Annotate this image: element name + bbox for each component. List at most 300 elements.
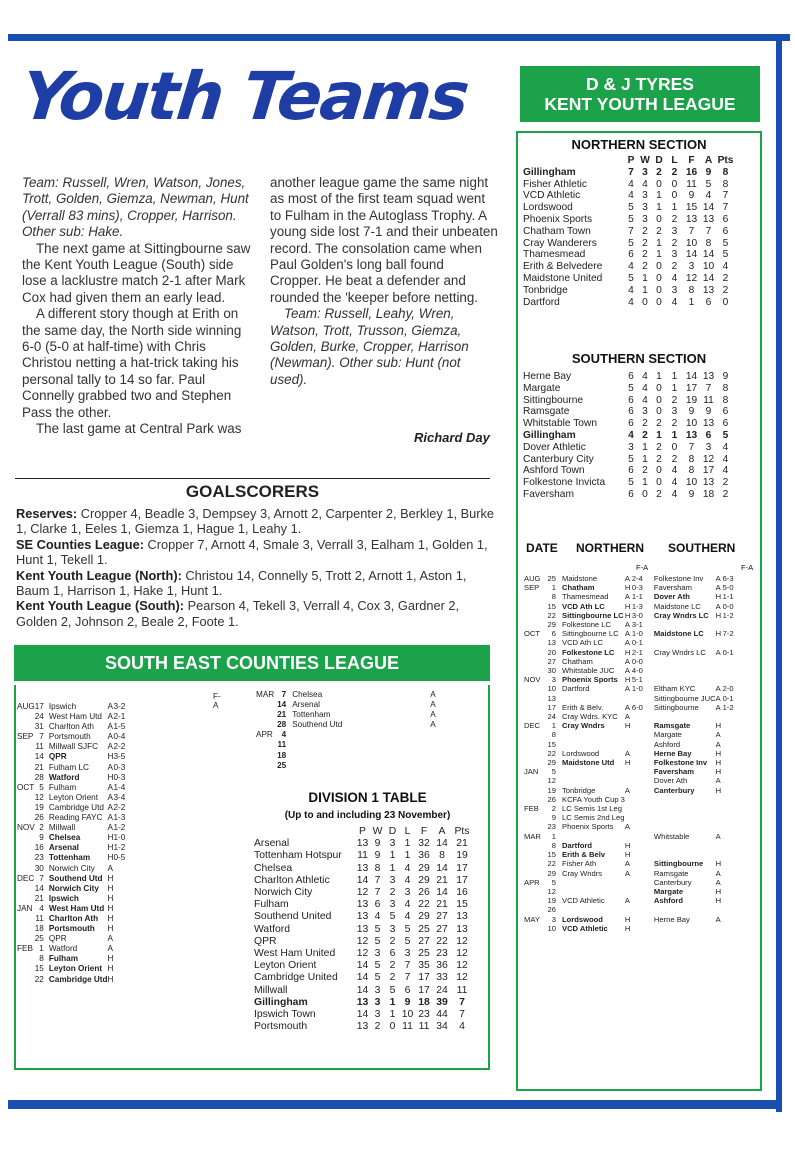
league-stat: 5 (628, 453, 634, 465)
division-stat: 19 (456, 850, 468, 862)
division-stat: 15 (456, 899, 468, 911)
fixture-venue: A (430, 700, 436, 710)
league-row (523, 179, 734, 191)
league-stat: 0 (656, 178, 662, 190)
fixture-venue: A (107, 782, 114, 792)
league-stat: 9 (705, 406, 712, 418)
fixture-northern-opponent (562, 887, 625, 896)
fixture-northern-score (632, 786, 654, 795)
fixture-month: MAY (524, 914, 540, 924)
division-stat: 3 (389, 899, 396, 911)
fixture-score (113, 884, 125, 894)
league-stat: 18 (702, 488, 715, 500)
sec-fixture-row (17, 742, 125, 752)
league-stat: 9 (688, 406, 695, 418)
league-stat: 0 (656, 261, 662, 273)
division-stat: 9 (374, 850, 381, 862)
fixture-northern-venue: H (624, 840, 631, 850)
fixture-northern-opponent: Maidstone (562, 574, 598, 583)
league-stat: 4 (722, 441, 729, 453)
fixture-score: 1-4 (113, 782, 126, 792)
division-team: Ipswich Town (254, 1009, 316, 1021)
fixture-venue: A (107, 712, 114, 722)
fixture-month: AUG (524, 574, 541, 583)
fixture-score (113, 964, 125, 974)
league-row (523, 395, 734, 407)
division-team: Portsmouth (254, 1021, 308, 1033)
fixture-opponent: Fulham (48, 782, 77, 792)
division-row (254, 863, 473, 875)
division-stat: 27 (436, 923, 448, 935)
fixture-month: FEB (17, 944, 33, 954)
fixture-month (17, 884, 35, 894)
fixture-southern-venue (716, 675, 723, 684)
fixture-northern-opponent: VCD Athletic (562, 896, 605, 906)
league-stat: 4 (628, 190, 634, 202)
fixture-day: 23 (547, 822, 556, 832)
fixture-opponent: Cambridge Utd (48, 802, 104, 812)
division-stat: 12 (456, 972, 468, 984)
fixture-month (17, 773, 35, 783)
kyl-fixture-row (524, 758, 741, 767)
league-stat: 9 (705, 166, 712, 178)
fixture-month (524, 657, 544, 666)
league-stat: 2 (656, 166, 662, 178)
division-stat: 4 (404, 899, 411, 911)
division-stat: 34 (436, 1021, 448, 1033)
league-stat: 7 (688, 225, 695, 237)
sec-fixture-row (256, 690, 445, 700)
division-stat: 7 (404, 960, 411, 972)
fixture-venue: A (430, 720, 436, 730)
division-stat: 11 (402, 1021, 413, 1033)
league-stat: 13 (702, 477, 715, 489)
fixture-southern-score (723, 620, 741, 629)
league-stat: 14 (685, 249, 698, 261)
fixture-northern-opponent: VCD Ath LC (562, 638, 603, 648)
fixture-score: 0-3 (113, 762, 126, 772)
division-stat: 3 (389, 923, 396, 935)
league-stat: 13 (702, 284, 715, 296)
fixture-southern-opponent (654, 804, 716, 813)
fixture-southern-opponent: Canterbury (653, 785, 695, 795)
page-title: Youth Teams (17, 58, 472, 135)
sec-fixture-row (17, 904, 125, 914)
division-team: Tottenham Hotspur (254, 850, 342, 862)
fixture-day: 24 (547, 712, 556, 722)
league-team: Dover Athletic (523, 441, 586, 453)
division-stat: 1 (404, 838, 411, 850)
division-team: Norwich City (254, 887, 313, 899)
fixture-day: 6 (551, 629, 556, 639)
fixture-northern-score (632, 850, 654, 859)
division-stat: 13 (356, 1021, 369, 1033)
division-stat: 6 (374, 899, 381, 911)
league-stat: 1 (656, 371, 662, 382)
fixture-month (17, 752, 35, 762)
league-stat: 19 (685, 394, 698, 406)
fixture-northern-venue (625, 795, 632, 804)
fixture-southern-venue: A (715, 776, 721, 786)
goalscorers-line (16, 537, 494, 568)
fixture-northern-venue: H (624, 601, 631, 611)
fixture-month: MAR (524, 831, 541, 841)
league-team: Cray Wanderers (523, 237, 597, 249)
league-row (523, 190, 734, 202)
fixture-day: 5 (551, 767, 556, 777)
league-stat: 6 (705, 296, 712, 308)
sec-fixtures-right (256, 690, 445, 771)
league-stat: 2 (656, 453, 662, 465)
kyl-fixture-row (524, 786, 741, 795)
sec-fixture-row (17, 702, 125, 712)
fixture-southern-venue: A (715, 684, 721, 694)
league-team: Ramsgate (523, 406, 570, 418)
league-stat: 9 (688, 488, 695, 500)
kyl-fixture-row (524, 684, 741, 693)
fixture-northern-opponent (562, 878, 625, 887)
league-stat: 5 (628, 272, 634, 284)
fixture-southern-venue (716, 666, 723, 675)
league-stat: 7 (705, 382, 712, 394)
fixture-score: 2-2 (113, 802, 126, 812)
fixture-day: 12 (547, 886, 556, 896)
division-stat: 11 (456, 984, 468, 996)
fixture-southern-venue: H (715, 896, 722, 906)
fixture-northern-opponent: Folkestone LC (562, 647, 615, 657)
fixture-northern-score (632, 740, 654, 749)
league-stat: 2 (722, 488, 729, 500)
fixture-northern-score (632, 832, 654, 841)
fixture-month (256, 751, 274, 761)
fixture-day: 1 (551, 721, 556, 731)
fixture-southern-venue: H (715, 610, 722, 620)
division-team: Gillingham (254, 996, 308, 1008)
division-subtitle: (Up to and including 23 November) (284, 810, 451, 821)
league-stat: 8 (688, 465, 695, 477)
fixture-southern-opponent (654, 795, 716, 804)
fixture-score: 1-2 (113, 823, 126, 833)
sec-fixture-row (17, 874, 125, 884)
fixture-opponent: Leyton Orient (48, 964, 103, 974)
fixture-venue: A (107, 762, 114, 772)
fixture-northern-opponent: VCD Athletic (562, 923, 608, 933)
fixture-day: 17 (34, 702, 44, 711)
southern-table (523, 371, 734, 501)
league-header-cell: A (704, 155, 713, 166)
sec-fixture-row (17, 944, 125, 954)
league-row (523, 454, 734, 466)
fixture-southern-score (723, 915, 741, 924)
fixture-northern-venue: A (624, 896, 630, 906)
fixture-day: 16 (34, 843, 44, 853)
fixture-month (524, 924, 544, 933)
fixture-northern-venue: A (624, 666, 630, 676)
sec-fixture-row (17, 722, 125, 732)
fixture-southern-score (723, 887, 741, 896)
goalscorers-list (16, 506, 494, 629)
fixture-day: 8 (551, 730, 556, 740)
sec-fixture-row (256, 761, 445, 771)
league-stat: 4 (722, 453, 729, 465)
league-stat: 4 (722, 465, 729, 477)
division-row (254, 924, 473, 936)
kyl-fixture-row (524, 813, 741, 822)
fixture-month: APR (524, 877, 540, 887)
fixture-score: 3-5 (113, 752, 126, 762)
fixture-venue: A (107, 722, 114, 732)
league-row (523, 465, 734, 477)
league-stat: 7 (705, 225, 712, 237)
kyl-fixture-row (524, 740, 741, 749)
division-stat: 17 (456, 874, 468, 886)
fixture-southern-venue: A (715, 693, 721, 703)
kyl-fixture-row (524, 675, 741, 684)
league-stat: 0 (642, 296, 648, 308)
division-team: West Ham United (254, 948, 336, 960)
fixture-day: 27 (547, 656, 556, 666)
fixture-day: 26 (547, 794, 556, 804)
kyl-fixture-row (524, 850, 741, 859)
fixture-month (17, 924, 35, 934)
fixture-northern-opponent: Lordswood (562, 748, 600, 758)
article-column-2 (270, 175, 498, 388)
league-stat: 5 (628, 202, 634, 214)
league-stat: 4 (671, 465, 678, 477)
league-row (523, 167, 734, 179)
league-stat: 8 (688, 453, 695, 465)
fixture-day: 8 (551, 592, 556, 602)
league-stat: 8 (688, 284, 695, 296)
league-stat: 4 (642, 178, 648, 190)
division-stat: 17 (418, 984, 430, 996)
fixture-southern-score: 1-1 (722, 592, 734, 602)
fixture-month (524, 795, 544, 804)
division-stat: 13 (356, 923, 369, 935)
fixtures-fa-south: F-A (741, 563, 754, 572)
division-row (254, 997, 473, 1009)
division-row (254, 960, 473, 972)
fixture-month (17, 894, 35, 904)
kyl-fixture-row (524, 730, 741, 739)
fixture-northern-venue (625, 813, 632, 822)
fixture-northern-opponent: Fisher Ath (562, 859, 597, 869)
league-stat: 11 (703, 394, 714, 406)
league-stat: 5 (628, 213, 634, 225)
northern-section-title: NORTHERN SECTION (571, 137, 707, 152)
fixture-northern-opponent: Maidstone Utd (562, 758, 615, 768)
fixture-opponent: Arsenal (48, 843, 79, 853)
fixture-opponent: Arsenal (292, 700, 320, 710)
league-stat: 6 (628, 371, 634, 382)
fixture-northern-opponent: Cray Wdrs. KYC (562, 712, 618, 722)
league-stat: 12 (702, 453, 715, 465)
division-stat: 22 (436, 935, 448, 947)
fixture-northern-score (632, 887, 654, 896)
league-stat: 6 (628, 488, 634, 500)
division-row (254, 911, 473, 923)
division-stat: 33 (436, 972, 448, 984)
division-stat: 36 (436, 960, 448, 972)
fixture-month (524, 694, 544, 703)
division-stat: 21 (436, 874, 448, 886)
league-header-team (523, 155, 624, 167)
fixture-opponent: Watford (48, 944, 78, 954)
sec-fixture-row (17, 712, 125, 722)
league-stat: 12 (685, 272, 698, 284)
sec-fixture-row (17, 853, 125, 863)
fixture-northern-score: 1-1 (631, 592, 643, 602)
fixture-northern-venue (625, 730, 632, 739)
fixture-northern-opponent: Phoenix Sports (562, 822, 614, 832)
league-stat: 3 (671, 225, 678, 237)
league-team: Phoenix Sports (523, 213, 593, 225)
fixture-score (113, 975, 125, 985)
fixture-day: 15 (34, 964, 44, 974)
goalscorers-label: SE Counties League: (16, 536, 144, 552)
kyl-fixture-row (524, 574, 741, 583)
fixture-southern-score (723, 896, 741, 905)
fixture-northern-score (632, 878, 654, 887)
division-stat: 10 (401, 1009, 414, 1021)
division-stat: 14 (436, 838, 448, 850)
fixture-day: 2 (39, 823, 44, 833)
league-team: Gillingham (523, 166, 576, 178)
fixture-southern-opponent: Dover Ath (653, 592, 690, 602)
division-stat: 13 (356, 862, 369, 874)
fixture-southern-opponent: Ashford (653, 896, 684, 906)
division-stat: 18 (418, 996, 430, 1008)
division-stat: 3 (404, 948, 411, 960)
league-stat: 8 (722, 178, 729, 190)
fixture-day: 7 (39, 873, 44, 883)
fixture-month: OCT (17, 782, 35, 792)
league-team: Whitstable Town (523, 418, 597, 430)
fixture-southern-score (723, 813, 741, 822)
league-stat: 4 (628, 284, 634, 296)
fixture-score: 3-4 (113, 792, 126, 802)
sec-fixture-row (256, 700, 445, 710)
northern-table (523, 155, 734, 308)
fixture-northern-score: 0-3 (631, 583, 643, 593)
fixture-day: 8 (551, 840, 556, 850)
league-stat: 4 (671, 272, 678, 284)
fixture-month (524, 887, 544, 896)
fixture-day: 11 (277, 740, 287, 750)
league-stat: 3 (642, 190, 648, 202)
goalscorers-title: GOALSCORERS (185, 482, 320, 501)
league-stat: 1 (642, 453, 648, 465)
fixture-northern-opponent: LC Semis 1st Leg (562, 804, 622, 814)
fixture-northern-score (632, 859, 654, 868)
fixture-venue: A (107, 934, 114, 944)
sec-fixture-row (256, 720, 445, 730)
league-stat: 1 (671, 429, 678, 441)
fixture-southern-opponent: Margate (653, 730, 682, 740)
fixture-northern-venue (625, 767, 632, 776)
division-stat: 29 (418, 862, 430, 874)
fixture-southern-score: 1-2 (722, 702, 734, 712)
fixture-southern-opponent (654, 924, 716, 933)
division-stat: 21 (456, 838, 468, 850)
fixture-score (113, 914, 125, 924)
fixture-northern-score: 3-0 (631, 610, 643, 620)
league-header-row (523, 155, 734, 167)
kyl-banner-line1: D & J TYRES (586, 74, 694, 94)
fixture-southern-opponent: Sittingbourne (653, 702, 699, 712)
fixture-southern-venue (716, 924, 723, 933)
division-stat: 7 (459, 996, 465, 1008)
fixture-southern-venue: A (715, 914, 721, 924)
fixture-southern-score (723, 924, 741, 933)
fixture-southern-opponent: Faversham (653, 767, 695, 777)
division-row (254, 899, 473, 911)
kyl-fixture-row (524, 611, 741, 620)
fixture-northern-venue: A (624, 868, 630, 878)
division-stat: 7 (459, 1009, 465, 1021)
division-team: Watford (254, 923, 290, 935)
kyl-fixture-row (524, 638, 741, 647)
fixture-opponent: Cambridge Utd (48, 974, 108, 984)
fixture-day: 26 (547, 905, 556, 915)
fixture-day: 12 (34, 792, 44, 802)
league-stat: 1 (671, 382, 678, 394)
fixture-southern-score (723, 786, 741, 795)
league-stat: 13 (702, 418, 715, 430)
fixture-southern-score (723, 721, 741, 730)
fixture-month (524, 666, 544, 675)
fixture-southern-score (723, 878, 741, 887)
fixture-month (524, 638, 544, 647)
fixture-southern-score (723, 638, 741, 647)
fixture-northern-opponent: Phoenix Sports (562, 675, 618, 685)
fixture-score: 0-4 (113, 732, 126, 742)
fixture-northern-opponent: KCFA Youth Cup 3 (562, 794, 625, 804)
division-team: Chelsea (254, 862, 293, 874)
kyl-fixture-row (524, 694, 741, 703)
league-stat: 7 (628, 225, 634, 237)
league-team: Erith & Belvedere (523, 261, 603, 273)
division-stat: 5 (389, 911, 396, 923)
fixture-southern-venue (716, 905, 723, 914)
fixture-northern-opponent: Lordswood (562, 914, 603, 924)
fixture-month (524, 822, 544, 831)
division-stat: 13 (456, 911, 468, 923)
fixture-southern-score (723, 905, 741, 914)
article-column-1 (22, 175, 252, 438)
league-stat: 1 (656, 202, 662, 214)
fixture-northern-score (632, 813, 654, 822)
fixture-northern-opponent: Chatham (562, 656, 593, 666)
fixture-northern-opponent (562, 740, 625, 749)
league-stat: 0 (671, 190, 678, 202)
fixture-southern-venue: A (715, 730, 721, 740)
fixture-northern-score (632, 822, 654, 831)
division-stat: 29 (418, 874, 430, 886)
sec-fixture-row (256, 730, 445, 740)
league-stat: 3 (642, 406, 648, 418)
fixture-southern-venue (716, 850, 723, 859)
league-stat: 0 (656, 477, 662, 489)
division-stat: 13 (356, 911, 369, 923)
fixture-opponent: QPR (48, 934, 67, 944)
fixture-northern-score (632, 896, 654, 905)
league-header-cell: W (640, 155, 650, 166)
league-stat: 4 (671, 477, 678, 489)
fixture-opponent (292, 751, 430, 761)
fixture-southern-venue: A (715, 702, 721, 712)
fixture-day: 25 (34, 934, 44, 944)
